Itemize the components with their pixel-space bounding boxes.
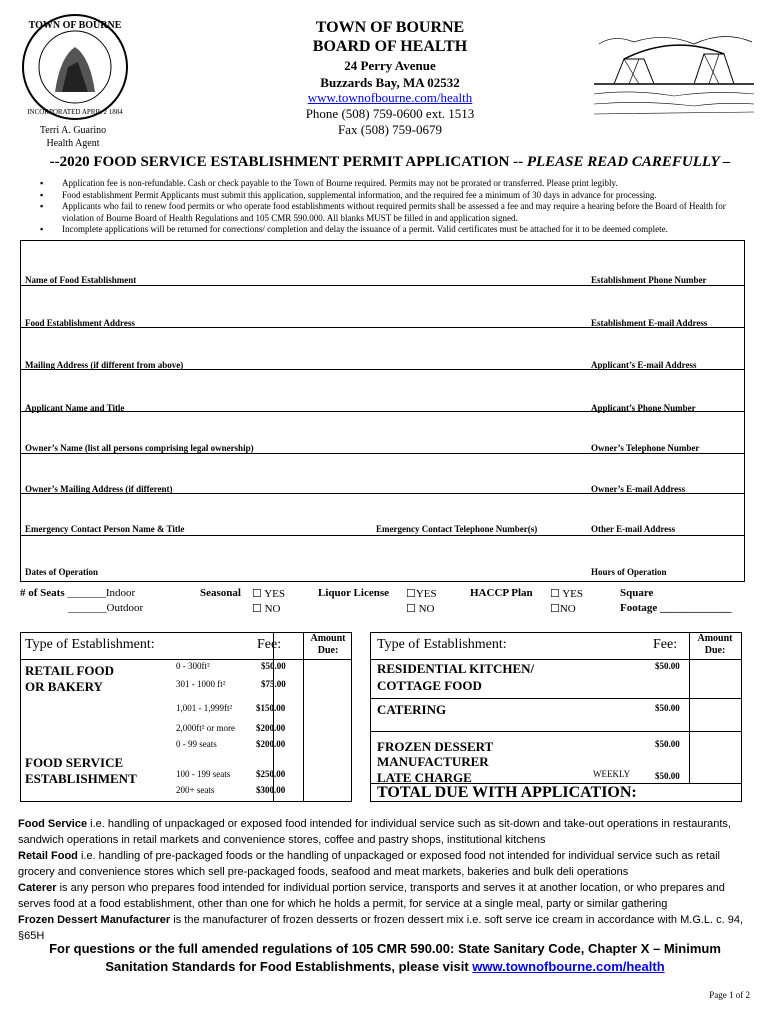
fee-header: Fee: bbox=[653, 637, 678, 652]
type-header: Type of Establishment: bbox=[377, 637, 507, 652]
dates-of-operation-field[interactable]: Dates of Operation bbox=[25, 567, 98, 577]
definition-retail-food: Retail Food i.e. handling of pre-packaged foods or the handling of unpackaged or exposed food not intended for individual service such as retail grocery and convenience stores which sell pre-packaged foods, seafood and meat markets, bakeries and bulk deli operations bbox=[18, 850, 720, 878]
applicant-email-field[interactable]: Applicant’s E-mail Address bbox=[591, 360, 697, 370]
fee-amount: $250.00 bbox=[256, 769, 286, 779]
instructions-list bbox=[38, 178, 758, 236]
definition-frozen-dessert: Frozen Dessert Manufacturer is the manufacturer of frozen desserts or frozen dessert mix i.e. soft serve ice cream in accordance with M.G.L. c. 94, §65H bbox=[18, 914, 744, 942]
type-header: Type of Establishment: bbox=[25, 637, 155, 652]
amount-due-header: Amount Due: bbox=[310, 633, 346, 656]
haccp-label: HACCP Plan bbox=[470, 587, 533, 599]
fee-range: 301 - 1000 ft² bbox=[176, 679, 226, 689]
outdoor-seats-field[interactable]: _______Outdoor bbox=[68, 602, 144, 614]
form-divider bbox=[21, 535, 744, 536]
definitions bbox=[18, 816, 758, 944]
fee-range: 100 - 199 seats bbox=[176, 769, 231, 779]
fee-amount: $200.00 bbox=[256, 739, 286, 749]
food-service-label: FOOD SERVICE bbox=[25, 755, 124, 770]
applicant-phone-field[interactable]: Applicant’s Phone Number bbox=[591, 403, 696, 413]
frozen-dessert-label: FROZEN DESSERT bbox=[377, 739, 494, 754]
emergency-contact-field[interactable]: Emergency Contact Person Name & Title bbox=[25, 524, 185, 534]
liquor-license-label: Liquor License bbox=[318, 587, 390, 599]
owner-phone-field[interactable]: Owner’s Telephone Number bbox=[591, 443, 700, 453]
owner-name-field[interactable]: Owner’s Name (list all persons comprising legal ownership) bbox=[25, 443, 254, 453]
bakery-label: OR BAKERY bbox=[25, 679, 103, 694]
square-footage-field[interactable]: Footage _____________ bbox=[620, 602, 732, 614]
other-email-field[interactable]: Other E-mail Address bbox=[591, 524, 676, 534]
amount-due-header: Amount Due: bbox=[697, 633, 733, 656]
establishment-label: ESTABLISHMENT bbox=[25, 771, 137, 786]
late-charge-label: LATE CHARGE bbox=[377, 770, 472, 785]
establishment-name-field[interactable]: Name of Food Establishment bbox=[25, 275, 137, 285]
emergency-phone-field[interactable]: Emergency Contact Telephone Number(s) bbox=[376, 524, 538, 534]
establishment-phone-field[interactable]: Establishment Phone Number bbox=[591, 275, 707, 285]
fee-range: 1,001 - 1,999ft² bbox=[176, 703, 233, 713]
address-block bbox=[230, 57, 550, 91]
indoor-seats-field[interactable]: _______Indoor bbox=[67, 587, 136, 599]
town-seal-logo bbox=[20, 12, 130, 122]
hours-of-operation-field[interactable]: Hours of Operation bbox=[591, 567, 667, 577]
fax-number: Fax (508) 759-0679 bbox=[338, 122, 442, 137]
form-title bbox=[20, 154, 760, 171]
fee-range: 200+ seats bbox=[176, 785, 215, 795]
fee-amount: $50.00 bbox=[261, 661, 286, 671]
health-agent bbox=[28, 124, 118, 150]
board-name: BOARD OF HEALTH bbox=[312, 38, 468, 55]
svg-text:INCORPORATED APRIL 2 1884: INCORPORATED APRIL 2 1884 bbox=[27, 108, 123, 116]
instruction-item: ▪ Incomplete applications will be returned for corrections/ completion and delay the issuance of a permit. Valid certificates must be attached for it to be deemed complete. bbox=[38, 224, 758, 236]
city-address: Buzzards Bay, MA 02532 bbox=[320, 75, 460, 90]
fee-range: 0 - 99 seats bbox=[176, 739, 217, 749]
mailing-address-field[interactable]: Mailing Address (if different from above) bbox=[25, 360, 184, 370]
instruction-item: ▪ Applicants who fail to renew food permits or who operate food establishments without required permits shall be assessed a fee and may require a hearing before the Board of Health for violation of Bourne Board of Health Regulations and 105 CMR 590.000. All blanks MUST be filled in and application signed. bbox=[38, 201, 758, 224]
fee-amount: $300.00 bbox=[256, 785, 286, 795]
residential-kitchen-label: RESIDENTIAL KITCHEN/ bbox=[377, 661, 535, 676]
owner-mailing-field[interactable]: Owner’s Mailing Address (if different) bbox=[25, 484, 173, 494]
fee-amount: $200.00 bbox=[256, 723, 286, 733]
definition-caterer: Caterer is any person who prepares food intended for individual portion service, transports and serves it at another location, or who prepares and serves food at a food establishment, other than one for which he holds a permit, for service at a single meal, party or similar gathering bbox=[18, 882, 725, 910]
street-address: 24 Perry Avenue bbox=[344, 58, 436, 73]
agent-role: Health Agent bbox=[46, 138, 100, 149]
owner-email-field[interactable]: Owner’s E-mail Address bbox=[591, 484, 686, 494]
fee-amount: $50.00 bbox=[655, 703, 680, 713]
definition-food-service: Food Service i.e. handling of unpackaged or exposed food intended for individual service such as sit-down and take-out operations in restaurants, sandwich operations in retail markets and convenience stores, coffee and pastry shops, institutional kitchens bbox=[18, 818, 731, 846]
form-title-main: --2020 FOOD SERVICE ESTABLISHMENT PERMIT APPLICATION -- bbox=[49, 154, 527, 170]
total-due-label: TOTAL DUE WITH APPLICATION: bbox=[377, 784, 637, 801]
website-link[interactable]: www.townofbourne.com/health bbox=[307, 90, 473, 105]
svg-text:TOWN OF BOURNE: TOWN OF BOURNE bbox=[28, 20, 122, 31]
contact-block bbox=[230, 90, 550, 138]
instruction-item: ▪ Application fee is non-refundable. Cash or check payable to the Town of Bourne required. Permits may not be prorated or transferred. Please print legibly. bbox=[38, 178, 758, 190]
fee-amount: $50.00 bbox=[655, 739, 680, 749]
fee-amount: $50.00 bbox=[655, 661, 680, 671]
establishment-address-field[interactable]: Food Establishment Address bbox=[25, 318, 135, 328]
seasonal-no-checkbox[interactable]: ☐ NO bbox=[252, 603, 281, 615]
fee-amount: $50.00 bbox=[655, 771, 680, 781]
catering-label: CATERING bbox=[377, 702, 447, 717]
phone-number: Phone (508) 759-0600 ext. 1513 bbox=[305, 106, 475, 121]
fee-table-right bbox=[370, 632, 742, 802]
seasonal-yes-checkbox[interactable]: ☐ YES bbox=[252, 588, 285, 600]
instruction-item: ▪ Food establishment Permit Applicants must submit this application, supplemental information, and the required fee a minimum of 30 days in advance for processing. bbox=[38, 190, 758, 202]
letterhead-title bbox=[230, 18, 550, 56]
seasonal-label: Seasonal bbox=[200, 587, 241, 599]
town-name: TOWN OF BOURNE bbox=[315, 19, 465, 36]
agent-name: Terri A. Guarino bbox=[39, 125, 107, 136]
footer-website-link[interactable]: www.townofbourne.com/health bbox=[472, 959, 665, 974]
cottage-food-label: COTTAGE FOOD bbox=[377, 678, 482, 693]
square-label: Square bbox=[620, 587, 654, 599]
liquor-no-checkbox[interactable]: ☐ NO bbox=[406, 603, 435, 615]
form-divider bbox=[21, 285, 744, 286]
footer-text: For questions or the full amended regulations of 105 CMR 590.00: State Sanitary Code, Chapter X – Minimum Sanitation Standards for Food Establishments, please visit bbox=[49, 941, 721, 974]
haccp-no-checkbox[interactable]: ☐NO bbox=[550, 603, 576, 615]
seats-label: # of Seats _______Indoor bbox=[20, 587, 136, 599]
fee-amount: $150.00 bbox=[256, 703, 286, 713]
retail-food-label: RETAIL FOOD bbox=[25, 663, 114, 678]
weekly-label: WEEKLY bbox=[593, 769, 631, 779]
form-divider bbox=[21, 453, 744, 454]
page-number: Page 1 of 2 bbox=[709, 990, 750, 1000]
applicant-name-field[interactable]: Applicant Name and Title bbox=[25, 403, 125, 413]
form-title-emphasis: PLEASE READ CAREFULLY – bbox=[526, 154, 731, 170]
liquor-yes-checkbox[interactable]: ☐YES bbox=[406, 588, 437, 600]
establishment-email-field[interactable]: Establishment E-mail Address bbox=[591, 318, 708, 328]
haccp-yes-checkbox[interactable]: ☐ YES bbox=[550, 588, 583, 600]
fee-table-left bbox=[20, 632, 352, 802]
fee-header: Fee: bbox=[257, 637, 282, 652]
establishment-form bbox=[20, 240, 745, 582]
bridge-illustration bbox=[594, 24, 754, 124]
manufacturer-label: MANUFACTURER bbox=[377, 754, 489, 769]
footer-note bbox=[20, 940, 750, 976]
fee-amount: $75.00 bbox=[261, 679, 286, 689]
fee-range: 2,000ft² or more bbox=[176, 723, 235, 733]
fee-range: 0 - 300ft² bbox=[176, 661, 210, 671]
